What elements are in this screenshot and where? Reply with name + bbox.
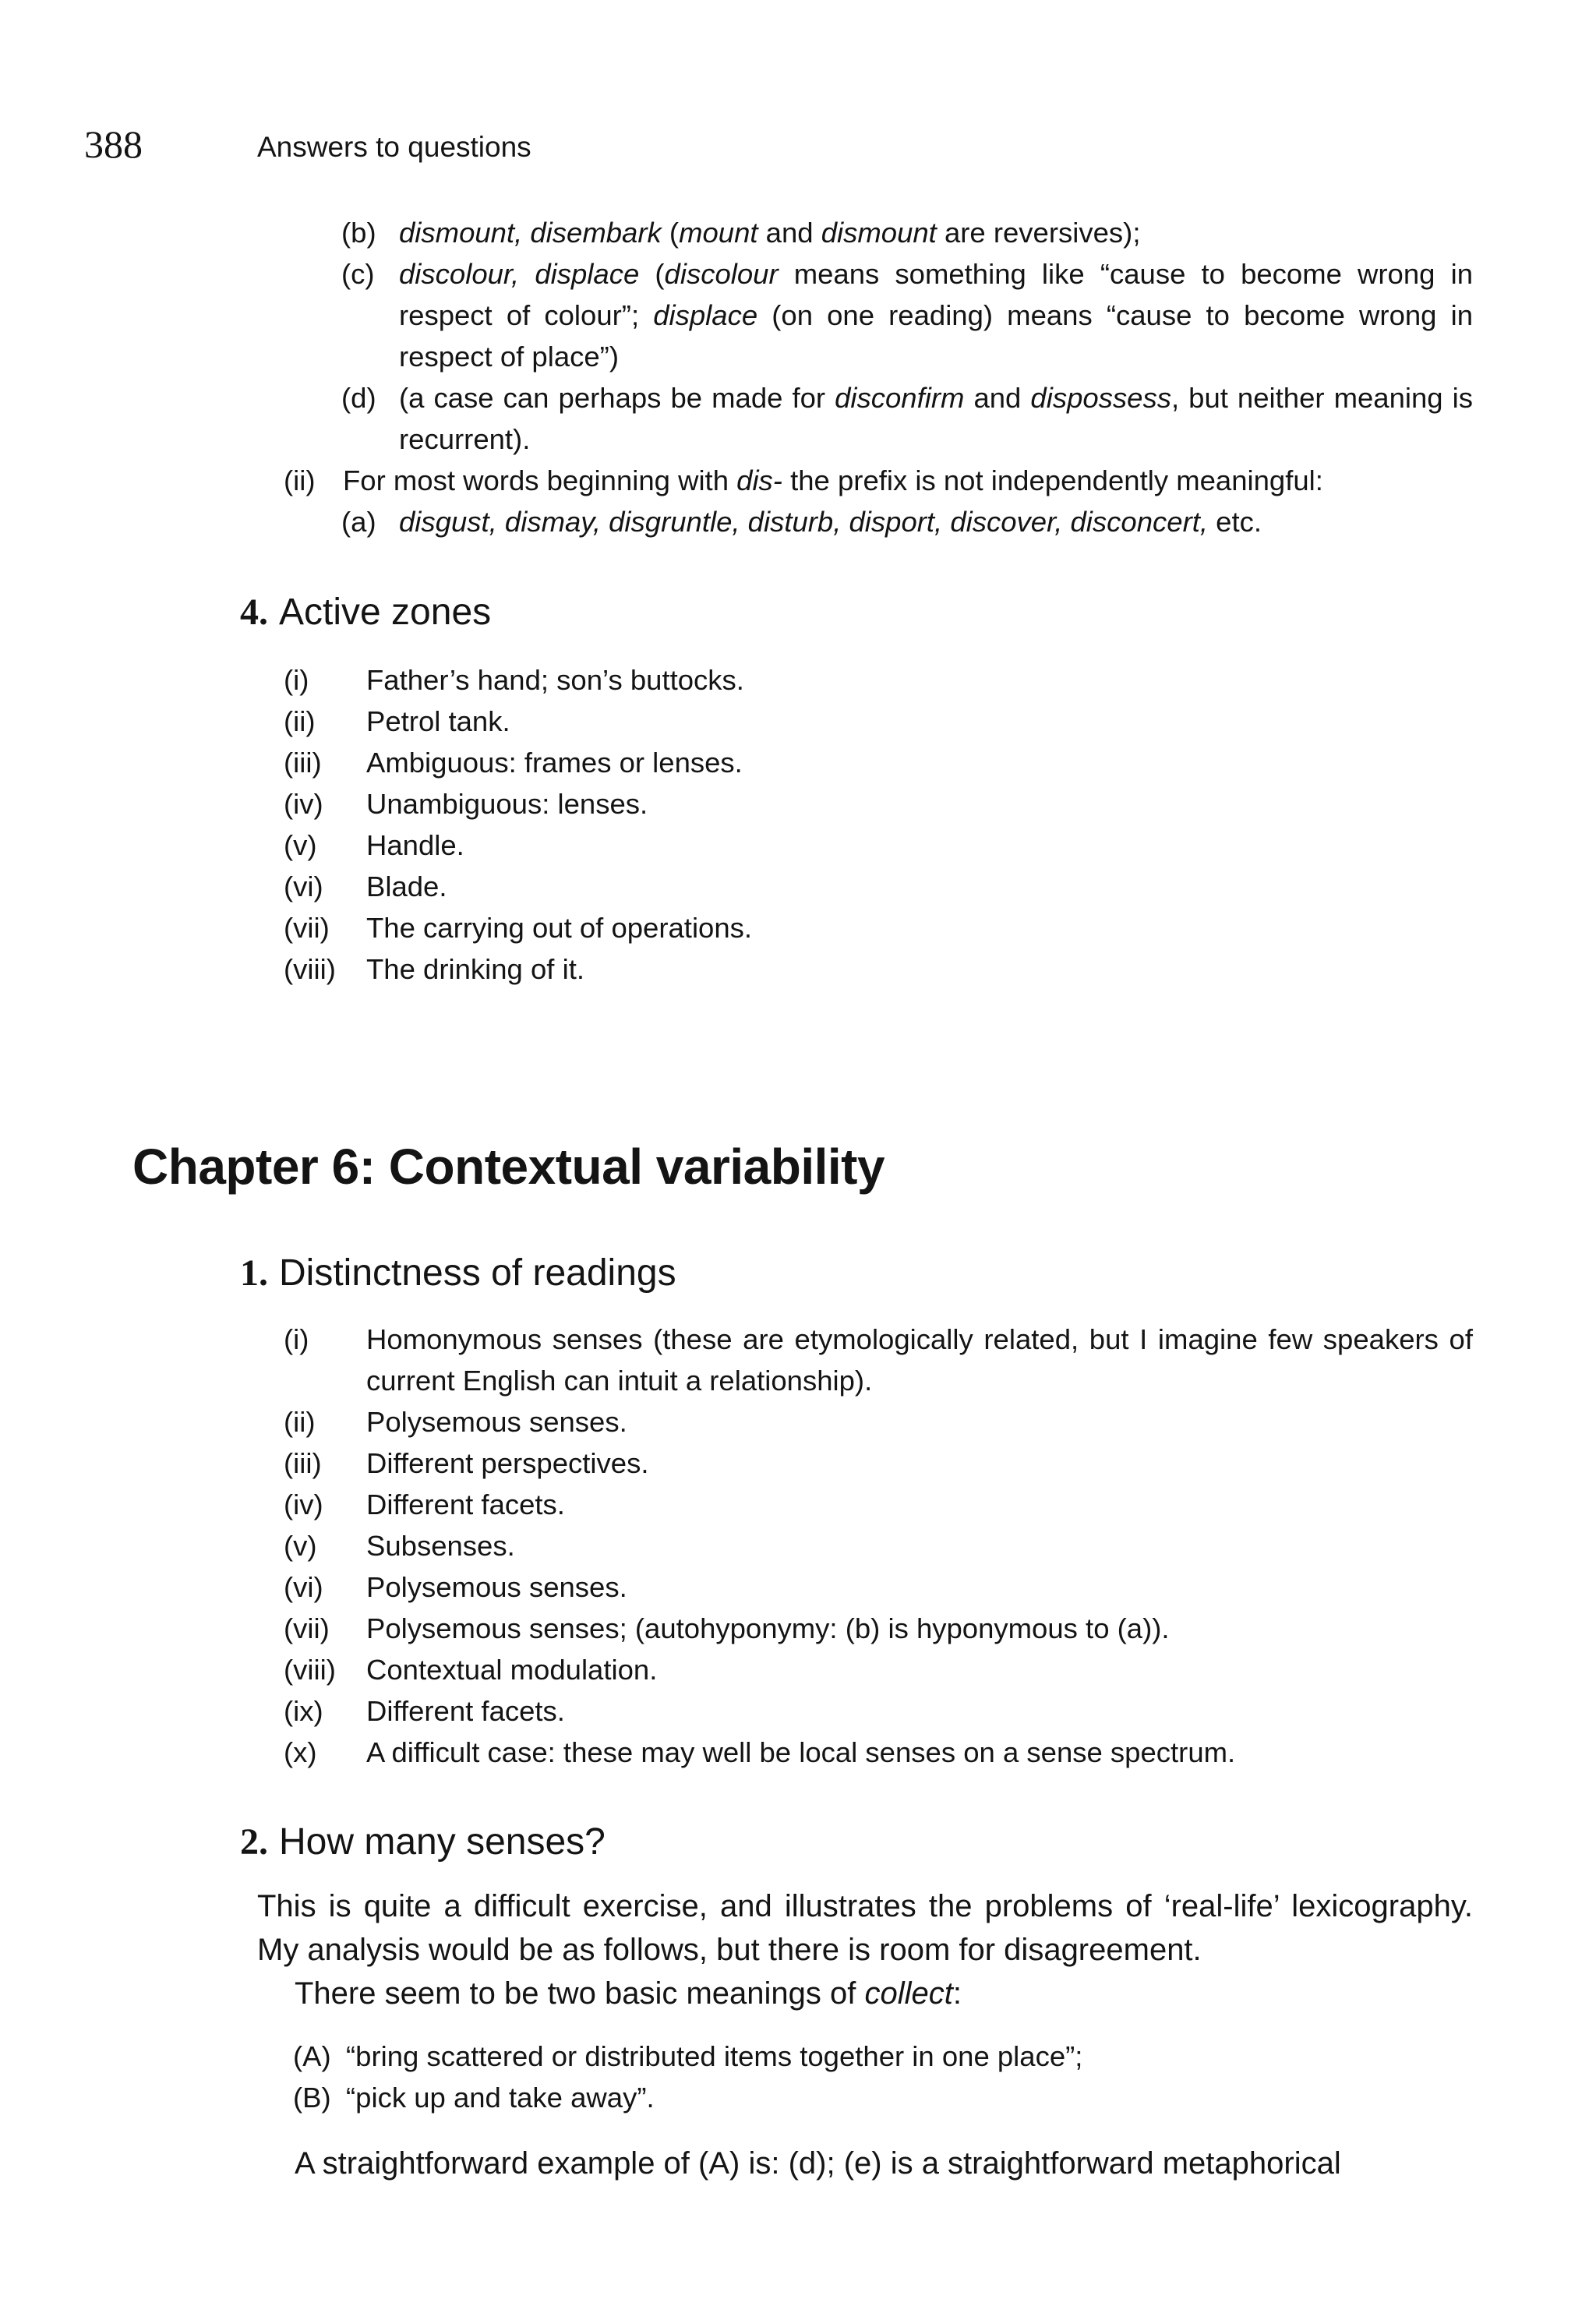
item-label: (ii) xyxy=(284,705,316,737)
section-heading-how-many-senses xyxy=(240,1821,606,1863)
item-label: (iv) xyxy=(284,1489,323,1520)
item-label: (i) xyxy=(284,664,309,696)
item-label: (vi) xyxy=(284,1571,323,1603)
item-label: (c) xyxy=(341,258,375,290)
item-label: (vii) xyxy=(284,912,330,944)
chapter-title: Chapter 6: Contextual variability xyxy=(132,1139,885,1195)
item-text: Polysemous senses; (autohyponymy: (b) is hyponymous to (a)). xyxy=(366,1612,1170,1644)
item-label: (ix) xyxy=(284,1695,323,1727)
item-text: disgust, dismay, disgruntle, disturb, disport, discover, disconcert, etc. xyxy=(399,506,1262,538)
item-label: (d) xyxy=(341,382,376,414)
item-text: Polysemous senses. xyxy=(366,1571,627,1603)
item-text: A difficult case: these may well be local senses on a sense spectrum. xyxy=(366,1736,1236,1768)
item-text: (a case can perhaps be made for disconfirm and dispossess, but neither meaning is recurrent). xyxy=(399,382,1473,455)
item-text: The drinking of it. xyxy=(366,953,584,985)
item-text: “pick up and take away”. xyxy=(346,2082,655,2114)
paragraph-intro: This is quite a difficult exercise, and illustrates the problems of ‘real-life’ lexicography. My analysis would be as follows, but there is room for disagreement. xyxy=(257,1889,1473,1967)
item-label: (i) xyxy=(284,1323,309,1355)
item-text: Homonymous senses (these are etymologically related, but I imagine few speakers of current English can intuit a relationship). xyxy=(366,1323,1473,1397)
item-label: (iv) xyxy=(284,788,323,820)
item-label: (viii) xyxy=(284,953,336,985)
section-title: How many senses? xyxy=(279,1821,606,1863)
item-text: The carrying out of operations. xyxy=(366,912,753,944)
page-number: 388 xyxy=(84,122,143,166)
item-text: Contextual modulation. xyxy=(366,1654,658,1686)
item-label: (vi) xyxy=(284,871,323,902)
item-label: (ii) xyxy=(284,1406,316,1438)
item-label: (v) xyxy=(284,1530,317,1562)
item-label: (A) xyxy=(293,2040,331,2072)
item-text: Handle. xyxy=(366,829,464,861)
item-text: “bring scattered or distributed items together in one place”; xyxy=(346,2040,1083,2072)
item-text: Ambiguous: frames or lenses. xyxy=(366,747,743,779)
item-text: Different perspectives. xyxy=(366,1447,649,1479)
section-title: Distinctness of readings xyxy=(279,1252,676,1294)
item-text: Different facets. xyxy=(366,1489,565,1520)
item-label: (x) xyxy=(284,1736,317,1768)
item-text: Blade. xyxy=(366,871,447,902)
item-text: dismount, disembark (mount and dismount are reversives); xyxy=(399,217,1141,249)
item-label: (viii) xyxy=(284,1654,336,1686)
item-label: (iii) xyxy=(284,1447,322,1479)
section-number: 4. xyxy=(240,592,268,633)
item-text: For most words beginning with dis- the prefix is not independently meaningful: xyxy=(343,464,1323,496)
item-label: (b) xyxy=(341,217,376,249)
item-label: (vii) xyxy=(284,1612,330,1644)
item-text: Subsenses. xyxy=(366,1530,515,1562)
section-number: 1. xyxy=(240,1252,268,1294)
item-text: Polysemous senses. xyxy=(366,1406,627,1438)
item-label: (B) xyxy=(293,2082,331,2114)
item-label: (iii) xyxy=(284,747,322,779)
section-heading-active-zones xyxy=(240,594,491,631)
item-text: discolour, displace (discolour means something like “cause to become wrong in respect of colour”; displace (on one reading) means “cause to become wrong in respect of place”) xyxy=(399,258,1473,373)
section-title: Active zones xyxy=(279,592,492,633)
item-text: Unambiguous: lenses. xyxy=(366,788,648,820)
item-label: (ii) xyxy=(284,464,316,496)
paragraph-last-line: A straightforward example of (A) is: (d); (e) is a straightforward metaphorical xyxy=(295,2146,1341,2181)
item-text: Petrol tank. xyxy=(366,705,510,737)
running-title: Answers to questions xyxy=(257,131,531,163)
item-label: (a) xyxy=(341,506,376,538)
section-number: 2. xyxy=(240,1821,268,1863)
section-heading-distinctness xyxy=(240,1252,676,1294)
item-label: (v) xyxy=(284,829,317,861)
item-text: Father’s hand; son’s buttocks. xyxy=(366,664,744,696)
paragraph-basic-meanings: There seem to be two basic meanings of collect: xyxy=(295,1976,962,2011)
item-text: Different facets. xyxy=(366,1695,565,1727)
